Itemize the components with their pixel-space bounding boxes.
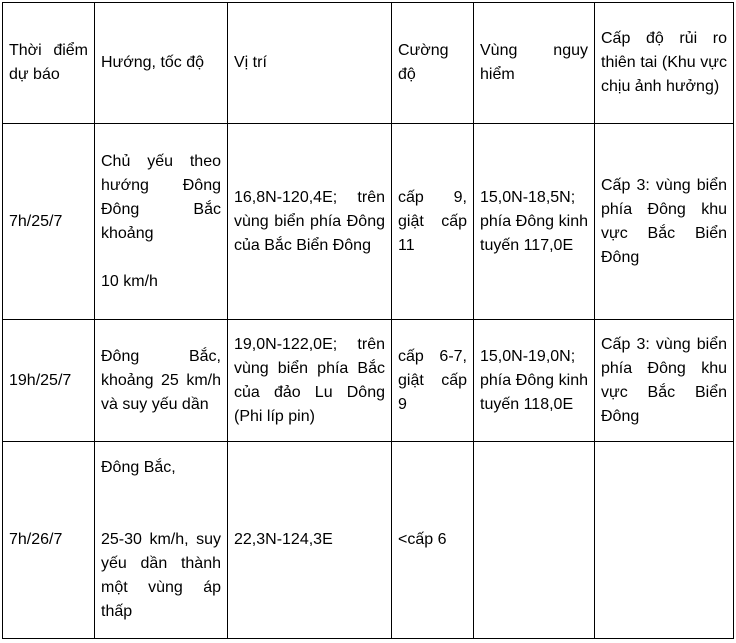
table-header-row bbox=[3, 3, 734, 124]
cell-risk-level bbox=[595, 441, 734, 638]
header-direction: Hướng, tốc độ bbox=[95, 3, 228, 124]
cell-position: 19,0N-122,0E; trên vùng biển phía Bắc của đảo Lu Dông (Phi líp pin) bbox=[228, 320, 392, 441]
table-row bbox=[3, 441, 734, 638]
speed-text: 25-30 km/h, suy yếu dần thành một vùng áp thấp bbox=[101, 530, 221, 620]
cell-time: 19h/25/7 bbox=[3, 320, 95, 441]
cell-danger-zone: 15,0N-18,5N; phía Đông kinh tuyến 117,0E bbox=[474, 124, 595, 320]
cell-time: 7h/26/7 bbox=[3, 441, 95, 638]
cell-danger-zone bbox=[474, 441, 595, 638]
table-row bbox=[3, 320, 734, 441]
cell-danger-zone: 15,0N-19,0N; phía Đông kinh tuyến 118,0E bbox=[474, 320, 595, 441]
cell-direction bbox=[95, 124, 228, 320]
cell-intensity: cấp 9, giật cấp 11 bbox=[392, 124, 474, 320]
header-intensity: Cường độ bbox=[392, 3, 474, 124]
cell-risk-level: Cấp 3: vùng biển phía Đông khu vực Bắc Biển Đông bbox=[595, 320, 734, 441]
cell-direction bbox=[95, 441, 228, 638]
direction-text: Đông Bắc, bbox=[101, 458, 176, 476]
forecast-table bbox=[2, 2, 734, 639]
cell-direction: Đông Bắc, khoảng 25 km/h và suy yếu dần bbox=[95, 320, 228, 441]
header-time: Thời điểm dự báo bbox=[3, 3, 95, 124]
cell-time: 7h/25/7 bbox=[3, 124, 95, 320]
header-danger-zone: Vùng nguy hiểm bbox=[474, 3, 595, 124]
cell-intensity: <cấp 6 bbox=[392, 441, 474, 638]
cell-risk-level: Cấp 3: vùng biển phía Đông khu vực Bắc Biển Đông bbox=[595, 124, 734, 320]
direction-text: Chủ yếu theo hướng Đông Đông Bắc khoảng bbox=[101, 152, 221, 242]
table-row bbox=[3, 124, 734, 320]
header-risk-level: Cấp độ rủi ro thiên tai (Khu vực chịu ảnh hưởng) bbox=[595, 3, 734, 124]
speed-text: 10 km/h bbox=[101, 272, 158, 290]
header-position: Vị trí bbox=[228, 3, 392, 124]
cell-position: 16,8N-120,4E; trên vùng biển phía Đông của Bắc Biển Đông bbox=[228, 124, 392, 320]
cell-position: 22,3N-124,3E bbox=[228, 441, 392, 638]
cell-intensity: cấp 6-7, giật cấp 9 bbox=[392, 320, 474, 441]
